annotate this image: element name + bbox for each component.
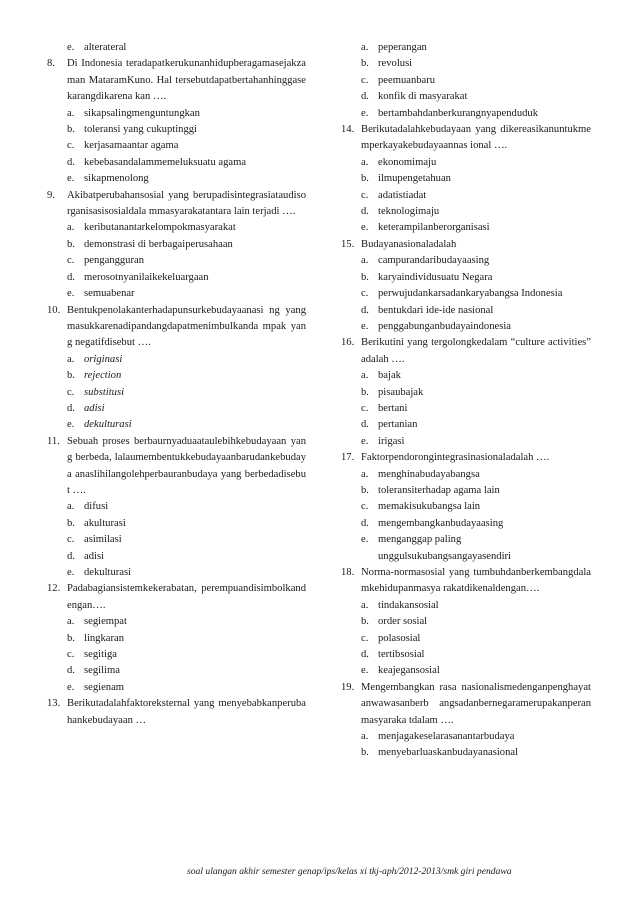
answer-option <box>47 253 306 269</box>
question-text: Berikutadalahfaktoreksternal yang menyebabkanperubahankebudayaan … <box>67 698 306 726</box>
question-number: 8. <box>47 58 55 70</box>
option-text: bentukdari ide-ide nasional <box>378 304 494 316</box>
option-letter: c. <box>361 189 369 201</box>
question-item <box>47 434 306 500</box>
answer-option <box>341 155 591 171</box>
question-text: Sebuah proses berbaurnyaduaataulebihkebudayaan yang berbeda, lalaumembentukkebudayaanbarudankebudaya anaslihilangolehperbauranbudaya yang berbedadisebut …. <box>67 435 306 496</box>
option-text: merosotnyanilaikekeluargaan <box>84 271 209 283</box>
option-text: menyebarluaskanbudayanasional <box>378 747 519 759</box>
answer-option <box>341 89 591 105</box>
answer-option <box>47 631 306 647</box>
option-letter: b. <box>67 124 75 136</box>
option-letter: b. <box>361 58 369 70</box>
option-letter: e. <box>361 222 369 234</box>
option-letter: e. <box>361 665 369 677</box>
question-number: 13. <box>47 698 61 710</box>
option-letter: c. <box>361 74 369 86</box>
answer-option <box>47 237 306 253</box>
option-letter: d. <box>361 91 369 103</box>
option-text: pengangguran <box>84 255 145 267</box>
option-letter: b. <box>361 271 369 283</box>
answer-option <box>47 368 306 384</box>
option-letter: d. <box>361 206 369 218</box>
answer-option <box>341 319 591 335</box>
answer-option <box>47 565 306 581</box>
option-text: rejection <box>84 370 122 382</box>
option-letter: b. <box>67 517 75 529</box>
answer-option <box>47 155 306 171</box>
answer-option <box>341 40 591 56</box>
question-item <box>47 56 306 105</box>
answer-option <box>341 417 591 433</box>
option-text: toleransi yang cukuptinggi <box>84 124 197 136</box>
option-text: toleransiterhadap agama lain <box>378 484 500 496</box>
option-text: polasosial <box>378 632 421 644</box>
question-item <box>47 303 306 352</box>
option-text: karyaindividusuatu Negara <box>378 271 493 283</box>
option-letter: b. <box>67 238 75 250</box>
option-letter: a. <box>361 731 369 743</box>
option-text: tertibsosial <box>378 649 425 661</box>
answer-option <box>47 663 306 679</box>
option-letter: c. <box>361 402 369 414</box>
answer-option <box>47 220 306 236</box>
answer-option <box>341 220 591 236</box>
question-item <box>341 680 591 729</box>
answer-option <box>341 647 591 663</box>
option-letter: e. <box>67 681 75 693</box>
option-text: mengembangkanbudayaasing <box>378 517 504 529</box>
question-text: Berikutini yang tergolongkedalam “culture activities” adalah …. <box>361 337 591 365</box>
option-text: substitusi <box>84 386 125 398</box>
option-letter: b. <box>361 616 369 628</box>
answer-option <box>341 401 591 417</box>
option-text: segiempat <box>84 616 127 628</box>
answer-option <box>47 532 306 548</box>
answer-option <box>47 499 306 515</box>
option-text: kebebasandalammemeluksuatu agama <box>84 156 247 168</box>
option-letter: d. <box>361 419 369 431</box>
right-column <box>341 40 591 762</box>
option-text: bertambahdanberkurangnyapenduduk <box>378 107 539 119</box>
option-letter: e. <box>67 173 75 185</box>
option-text: pertanian <box>378 419 418 431</box>
question-text: Di Indonesia teradapatkerukunanhidupberagamasejakzaman MataramKuno. Hal tersebutdapatbertahanhinggasekarangdikarena kan …. <box>67 58 306 103</box>
answer-option <box>341 106 591 122</box>
option-text: teknologimaju <box>378 206 440 218</box>
answer-option <box>47 40 306 56</box>
option-letter: d. <box>67 665 75 677</box>
left-column <box>47 40 306 729</box>
option-letter: a. <box>67 353 75 365</box>
answer-option <box>47 385 306 401</box>
question-item <box>47 581 306 614</box>
option-text: akulturasi <box>84 517 126 529</box>
answer-option <box>47 171 306 187</box>
option-text: segienam <box>84 681 125 693</box>
option-letter: c. <box>67 140 75 152</box>
question-text: Akibatperubahansosial yang berupadisintegrasiataudisorganisasisosialdala mmasyarakatantara lain terjadi …. <box>67 189 306 218</box>
option-text: menghinabudayabangsa <box>378 468 480 480</box>
option-text: penggabunganbudayaindonesia <box>378 320 511 332</box>
option-text: irigasi <box>378 435 405 447</box>
question-text: Bentukpenolakanterhadapunsurkebudayaanasi ng yang masukkarenadipandangdapatmenimbulkanda mpak yang negatifdisebut …. <box>67 304 306 349</box>
question-number: 16. <box>341 337 355 349</box>
option-text: memakisukubangsa lain <box>378 501 481 513</box>
question-number: 17. <box>341 452 355 464</box>
answer-option <box>341 73 591 89</box>
option-text: adisi <box>84 402 105 414</box>
question-text: Norma-normasosial yang tumbuhdanberkembangdalamkehidupanmasya rakatdikenaldengan…. <box>361 567 591 595</box>
option-text: konfik di masyarakat <box>378 91 468 103</box>
option-text: menjagakeselarasanantarbudaya <box>378 731 515 743</box>
question-text: Faktorpendorongintegrasinasionaladalah …. <box>361 452 550 464</box>
answer-option <box>47 270 306 286</box>
option-text: adatistiadat <box>378 189 427 201</box>
option-letter: a. <box>361 599 369 611</box>
option-text: sikapsalingmenguntungkan <box>84 107 200 119</box>
question-number: 9. <box>47 189 55 201</box>
option-letter: e. <box>67 288 75 300</box>
question-item <box>341 565 591 598</box>
question-item <box>341 237 591 253</box>
option-letter: c. <box>361 501 369 513</box>
answer-option <box>341 56 591 72</box>
answer-option <box>341 303 591 319</box>
option-letter: a. <box>67 501 75 513</box>
option-text: kerjasamaantar agama <box>84 140 179 152</box>
option-text: order sosial <box>378 616 428 628</box>
option-text: demonstrasi di berbagaiperusahaan <box>84 238 233 250</box>
option-letter: e. <box>361 435 369 447</box>
option-letter: b. <box>67 632 75 644</box>
option-letter: c. <box>67 386 75 398</box>
answer-option <box>47 401 306 417</box>
option-letter: b. <box>67 370 75 382</box>
question-number: 10. <box>47 304 61 316</box>
answer-option <box>341 614 591 630</box>
option-text: sikapmenolong <box>84 173 149 185</box>
option-letter: c. <box>361 632 369 644</box>
option-text: menganggap paling unggulsukubangsangayasendiri <box>378 534 511 562</box>
answer-option <box>341 253 591 269</box>
question-text: Padabagiansistemkekerabatan, perempuandisimbolkandengan…. <box>67 583 306 611</box>
option-text: difusi <box>84 501 109 513</box>
question-text: Mengembangkan rasa nasionalismedenganpenghayatanwawasanberb angsadanbernegaramerupakanperanmasyaraka tdalam …. <box>361 681 591 726</box>
option-letter: d. <box>67 156 75 168</box>
answer-option <box>341 499 591 515</box>
option-text: peperangan <box>378 42 427 53</box>
answer-option <box>47 106 306 122</box>
option-text: bajak <box>378 370 401 382</box>
option-letter: a. <box>361 42 369 53</box>
option-text: adisi <box>84 550 105 562</box>
answer-option <box>47 614 306 630</box>
option-letter: c. <box>361 288 369 300</box>
option-letter: b. <box>361 386 369 398</box>
question-item <box>341 450 591 466</box>
answer-option <box>47 138 306 154</box>
answer-option <box>341 467 591 483</box>
option-text: segilima <box>84 665 120 677</box>
question-item <box>47 188 306 221</box>
option-text: ilmupengetahuan <box>378 173 451 185</box>
option-letter: e. <box>361 534 369 546</box>
answer-option <box>47 417 306 433</box>
option-letter: d. <box>67 402 75 414</box>
question-number: 12. <box>47 583 61 595</box>
option-text: pisaubajak <box>378 386 424 398</box>
option-letter: a. <box>67 107 75 119</box>
answer-option <box>341 368 591 384</box>
answer-option <box>341 745 591 761</box>
option-text: perwujudankarsadankaryabangsa Indonesia <box>378 288 563 300</box>
option-letter: c. <box>67 649 75 661</box>
option-letter: d. <box>361 649 369 661</box>
question-number: 15. <box>341 238 355 250</box>
option-letter: d. <box>361 304 369 316</box>
option-letter: b. <box>361 173 369 185</box>
answer-option <box>47 516 306 532</box>
option-text: ekonomimaju <box>378 156 437 168</box>
answer-option <box>341 270 591 286</box>
answer-option <box>341 434 591 450</box>
option-text: dekulturasi <box>84 567 132 578</box>
option-text: dekulturasi <box>84 419 132 431</box>
option-text: originasi <box>84 353 123 365</box>
option-text: semuabenar <box>84 288 135 300</box>
answer-option <box>341 729 591 745</box>
answer-option <box>341 532 591 565</box>
question-number: 14. <box>341 124 355 136</box>
question-item <box>341 122 591 155</box>
answer-option <box>47 122 306 138</box>
option-letter: e. <box>361 320 369 332</box>
option-text: keterampilanberorganisasi <box>378 222 490 234</box>
option-letter: d. <box>67 550 75 562</box>
option-letter: e. <box>67 42 75 53</box>
option-text: peemuanbaru <box>378 74 436 86</box>
option-text: asimilasi <box>84 534 122 546</box>
option-letter: a. <box>361 255 369 267</box>
answer-option <box>47 680 306 696</box>
answer-option <box>341 598 591 614</box>
answer-option <box>341 171 591 187</box>
question-item <box>341 335 591 368</box>
option-letter: c. <box>67 255 75 267</box>
answer-option <box>47 647 306 663</box>
answer-option <box>341 188 591 204</box>
answer-option <box>47 549 306 565</box>
option-text: bertani <box>378 402 408 414</box>
answer-option <box>341 385 591 401</box>
answer-option <box>341 483 591 499</box>
page-footer: soal ulangan akhir semester genap/ips/kelas xi tkj-aph/2012-2013/smk giri pendawa <box>187 866 512 877</box>
option-letter: e. <box>67 419 75 431</box>
option-text: revolusi <box>378 58 413 70</box>
option-text: keributanantarkelompokmasyarakat <box>84 222 236 234</box>
question-number: 19. <box>341 681 355 693</box>
option-letter: c. <box>67 534 75 546</box>
answer-option <box>47 352 306 368</box>
option-letter: d. <box>361 517 369 529</box>
question-item <box>47 696 306 729</box>
option-letter: b. <box>361 747 369 759</box>
option-text: keajegansosial <box>378 665 440 677</box>
answer-option <box>341 663 591 679</box>
answer-option <box>341 516 591 532</box>
option-letter: a. <box>361 156 369 168</box>
option-text: tindakansosial <box>378 599 439 611</box>
option-letter: a. <box>67 616 75 628</box>
answer-option <box>341 204 591 220</box>
question-number: 11. <box>47 435 60 447</box>
question-number: 18. <box>341 567 355 578</box>
option-text: alterateral <box>84 42 127 53</box>
option-letter: a. <box>67 222 75 234</box>
option-text: lingkaran <box>84 632 125 644</box>
option-letter: b. <box>361 484 369 496</box>
answer-option <box>341 286 591 302</box>
option-letter: a. <box>361 468 369 480</box>
question-text: Berikutadalahkebudayaan yang dikereasikanuntukmemperkayakebudayaannas ional …. <box>361 124 591 152</box>
option-text: campurandaribudayaasing <box>378 255 490 267</box>
answer-option <box>47 286 306 302</box>
question-text: Budayanasionaladalah <box>361 238 457 250</box>
option-letter: a. <box>361 370 369 382</box>
option-letter: e. <box>361 107 369 119</box>
option-letter: e. <box>67 567 75 578</box>
option-text: segitiga <box>84 649 117 661</box>
option-letter: d. <box>67 271 75 283</box>
answer-option <box>341 631 591 647</box>
